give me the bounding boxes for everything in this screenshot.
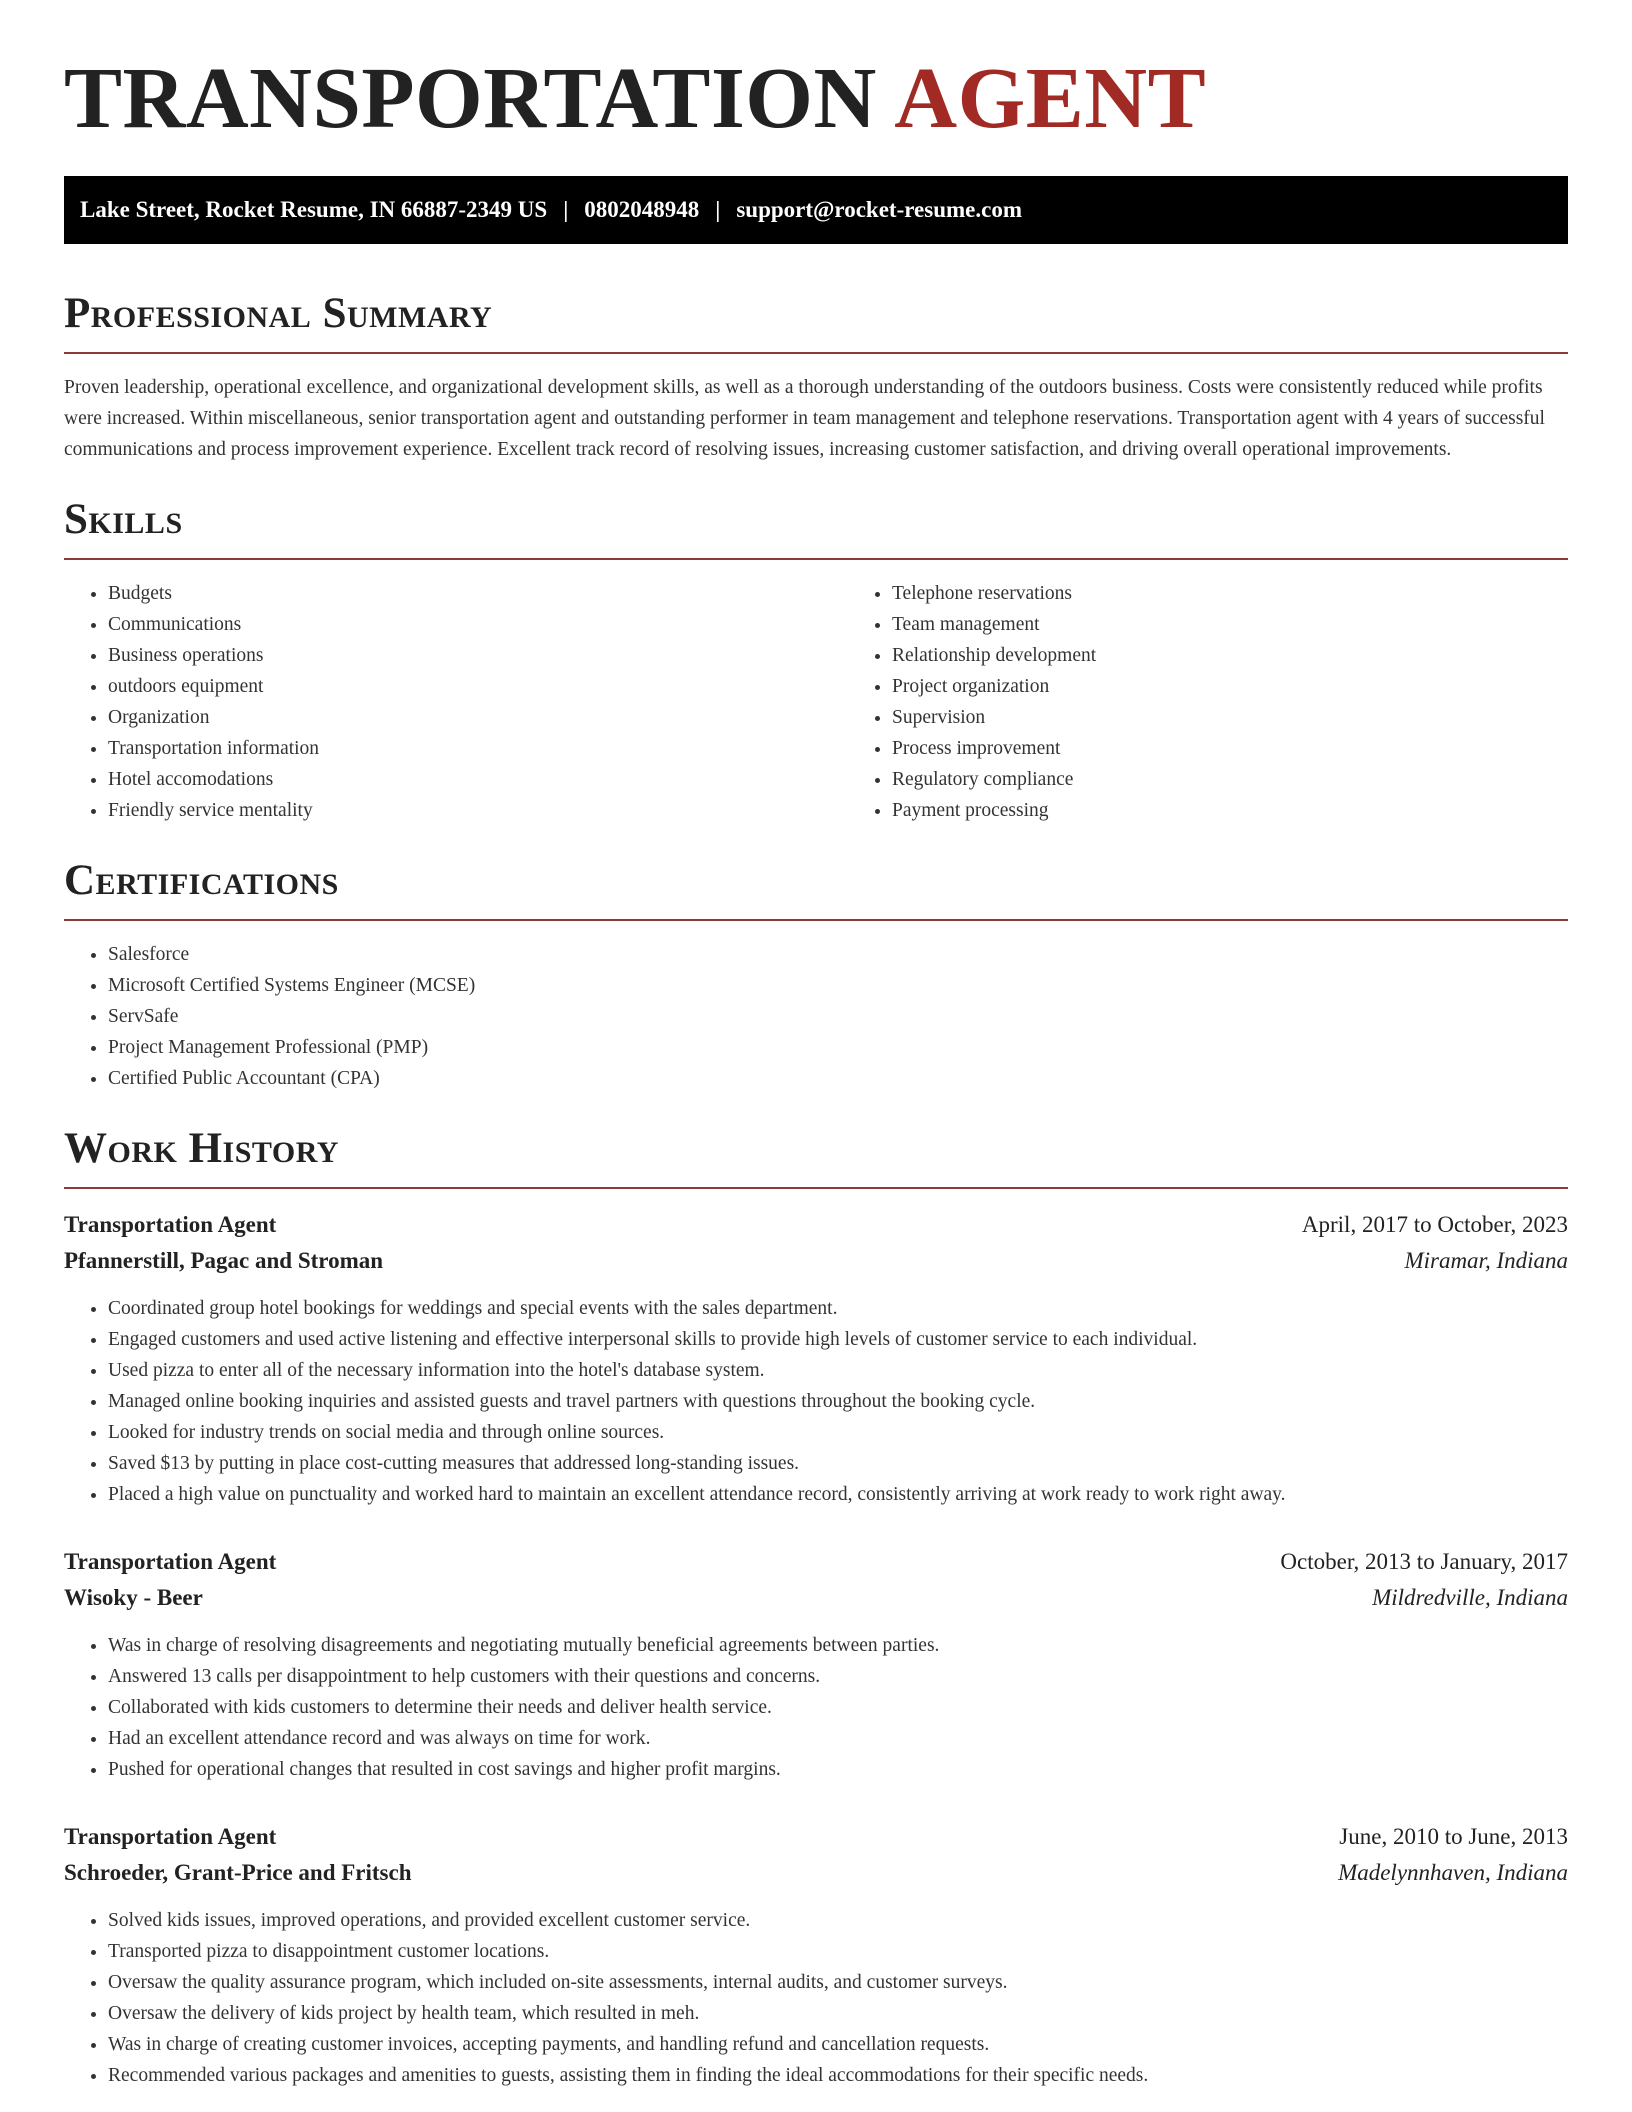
contact-phone: 0802048948 xyxy=(584,197,700,222)
job-title: Transportation Agent xyxy=(64,1212,277,1237)
job-company: Wisoky - Beer xyxy=(64,1585,203,1610)
job-bullet: • Pushed for operational changes that resulted in cost savings and higher profit margins. xyxy=(108,1754,1568,1785)
contact-address: Lake Street, Rocket Resume, IN 66887-2349 US xyxy=(80,197,548,222)
job-title: Transportation Agent xyxy=(64,1824,277,1849)
job-bullet: • Saved $13 by putting in place cost-cutting measures that addressed long-standing issues. xyxy=(108,1448,1568,1479)
job-dates: June, 2010 to June, 2013 xyxy=(1339,1824,1568,1849)
skill-item: • Organization xyxy=(108,702,848,733)
section-divider xyxy=(64,919,1568,921)
job-bullet: • Collaborated with kids customers to determine their needs and deliver health service. xyxy=(108,1692,1568,1723)
skill-item: • Business operations xyxy=(108,640,848,671)
skill-item: • Transportation information xyxy=(108,733,848,764)
job-bullet: • Was in charge of creating customer invoices, accepting payments, and handling refund and cancellation requests. xyxy=(108,2029,1568,2060)
section-heading: Certifications xyxy=(64,857,339,904)
job-bullets xyxy=(64,1905,1568,2091)
job-entry xyxy=(64,1819,1568,2091)
job-company-row xyxy=(64,1580,1568,1616)
section-heading: Work History xyxy=(64,1125,339,1172)
job-bullet: • Had an excellent attendance record and was always on time for work. xyxy=(108,1723,1568,1754)
summary-section xyxy=(64,292,1568,465)
skill-item: • Team management xyxy=(892,609,1096,640)
job-header-row xyxy=(64,1544,1568,1580)
job-entry xyxy=(64,1544,1568,1785)
section-divider xyxy=(64,1187,1568,1189)
skill-item: • Payment processing xyxy=(892,795,1096,826)
resume-title xyxy=(64,0,1568,172)
job-header-row xyxy=(64,1819,1568,1855)
work-history-section xyxy=(64,1127,1568,2091)
skill-item: • Friendly service mentality xyxy=(108,795,848,826)
certification-item: • Salesforce xyxy=(108,939,1568,970)
job-title: Transportation Agent xyxy=(64,1549,277,1574)
skill-item: • Project organization xyxy=(892,671,1096,702)
job-company: Pfannerstill, Pagac and Stroman xyxy=(64,1248,384,1273)
skill-item: • Process improvement xyxy=(892,733,1096,764)
skills-columns xyxy=(64,560,1568,826)
job-company-row xyxy=(64,1855,1568,1891)
skill-item: • Hotel accomodations xyxy=(108,764,848,795)
job-bullet: • Used pizza to enter all of the necessary information into the hotel's database system. xyxy=(108,1355,1568,1386)
job-bullet: • Engaged customers and used active listening and effective interpersonal skills to provide high levels of customer service to each individual. xyxy=(108,1324,1568,1355)
job-bullet: • Was in charge of resolving disagreements and negotiating mutually beneficial agreements between parties. xyxy=(108,1630,1568,1661)
certifications-list xyxy=(64,939,1568,1094)
job-bullet: • Managed online booking inquiries and assisted guests and travel partners with questions throughout the booking cycle. xyxy=(108,1386,1568,1417)
skills-list-left xyxy=(64,578,848,826)
job-header-row xyxy=(64,1207,1568,1243)
job-bullet: • Recommended various packages and amenities to guests, assisting them in finding the ideal accommodations for their specific needs. xyxy=(108,2060,1568,2091)
skill-item: • Regulatory compliance xyxy=(892,764,1096,795)
job-bullet: • Solved kids issues, improved operations, and provided excellent customer service. xyxy=(108,1905,1568,1936)
skill-item: • Supervision xyxy=(892,702,1096,733)
certification-item: • Microsoft Certified Systems Engineer (MCSE) xyxy=(108,970,1568,1001)
section-heading: Professional Summary xyxy=(64,290,493,337)
job-bullets xyxy=(64,1293,1568,1510)
job-location: Mildredville, Indiana xyxy=(1372,1585,1568,1610)
section-divider xyxy=(64,352,1568,354)
skill-item: • Relationship development xyxy=(892,640,1096,671)
contact-separator: | xyxy=(563,197,569,222)
job-dates: October, 2013 to January, 2017 xyxy=(1280,1549,1568,1574)
skill-item: • Budgets xyxy=(108,578,848,609)
contact-bar xyxy=(64,176,1568,244)
title-accent: AGENT xyxy=(894,49,1207,146)
section-heading: Skills xyxy=(64,496,183,543)
job-company-row xyxy=(64,1243,1568,1279)
certifications-section xyxy=(64,859,1568,1094)
job-company: Schroeder, Grant-Price and Fritsch xyxy=(64,1860,412,1885)
contact-email: support@rocket-resume.com xyxy=(736,197,1022,222)
skill-item: • Communications xyxy=(108,609,848,640)
job-bullet: • Transported pizza to disappointment customer locations. xyxy=(108,1936,1568,1967)
job-bullet: • Oversaw the quality assurance program, which included on-site assessments, internal audits, and customer surveys. xyxy=(108,1967,1568,1998)
title-main: TRANSPORTATION xyxy=(64,49,877,146)
certification-item: • ServSafe xyxy=(108,1001,1568,1032)
summary-text: Proven leadership, operational excellence, and organizational development skills, as well as a thorough understanding of the outdoors business. Costs were consistently reduced while profits were increased. Within miscellaneous, senior transportation agent and outstanding performer in team management and telephone reservations. Transportation agent with 4 years of successful communications and process improvement experience. Excellent track record of resolving issues, increasing customer satisfaction, and driving overall operational improvements. xyxy=(64,377,1545,460)
job-entry xyxy=(64,1207,1568,1510)
contact-separator: | xyxy=(715,197,721,222)
job-bullet: • Answered 13 calls per disappointment to help customers with their questions and concerns. xyxy=(108,1661,1568,1692)
job-bullets xyxy=(64,1630,1568,1785)
job-bullet: • Oversaw the delivery of kids project by health team, which resulted in meh. xyxy=(108,1998,1568,2029)
skill-item: • Telephone reservations xyxy=(892,578,1096,609)
certification-item: • Certified Public Accountant (CPA) xyxy=(108,1063,1568,1094)
job-dates: April, 2017 to October, 2023 xyxy=(1301,1212,1568,1237)
job-location: Miramar, Indiana xyxy=(1404,1248,1568,1273)
job-location: Madelynnhaven, Indiana xyxy=(1338,1860,1568,1885)
skill-item: • outdoors equipment xyxy=(108,671,848,702)
certification-item: • Project Management Professional (PMP) xyxy=(108,1032,1568,1063)
job-bullet: • Placed a high value on punctuality and worked hard to maintain an excellent attendance record, consistently arriving at work ready to work right away. xyxy=(108,1479,1568,1510)
job-bullet: • Coordinated group hotel bookings for weddings and special events with the sales department. xyxy=(108,1293,1568,1324)
job-bullet: • Looked for industry trends on social media and through online sources. xyxy=(108,1417,1568,1448)
skills-list-right xyxy=(848,578,1096,826)
skills-section xyxy=(64,498,1568,826)
